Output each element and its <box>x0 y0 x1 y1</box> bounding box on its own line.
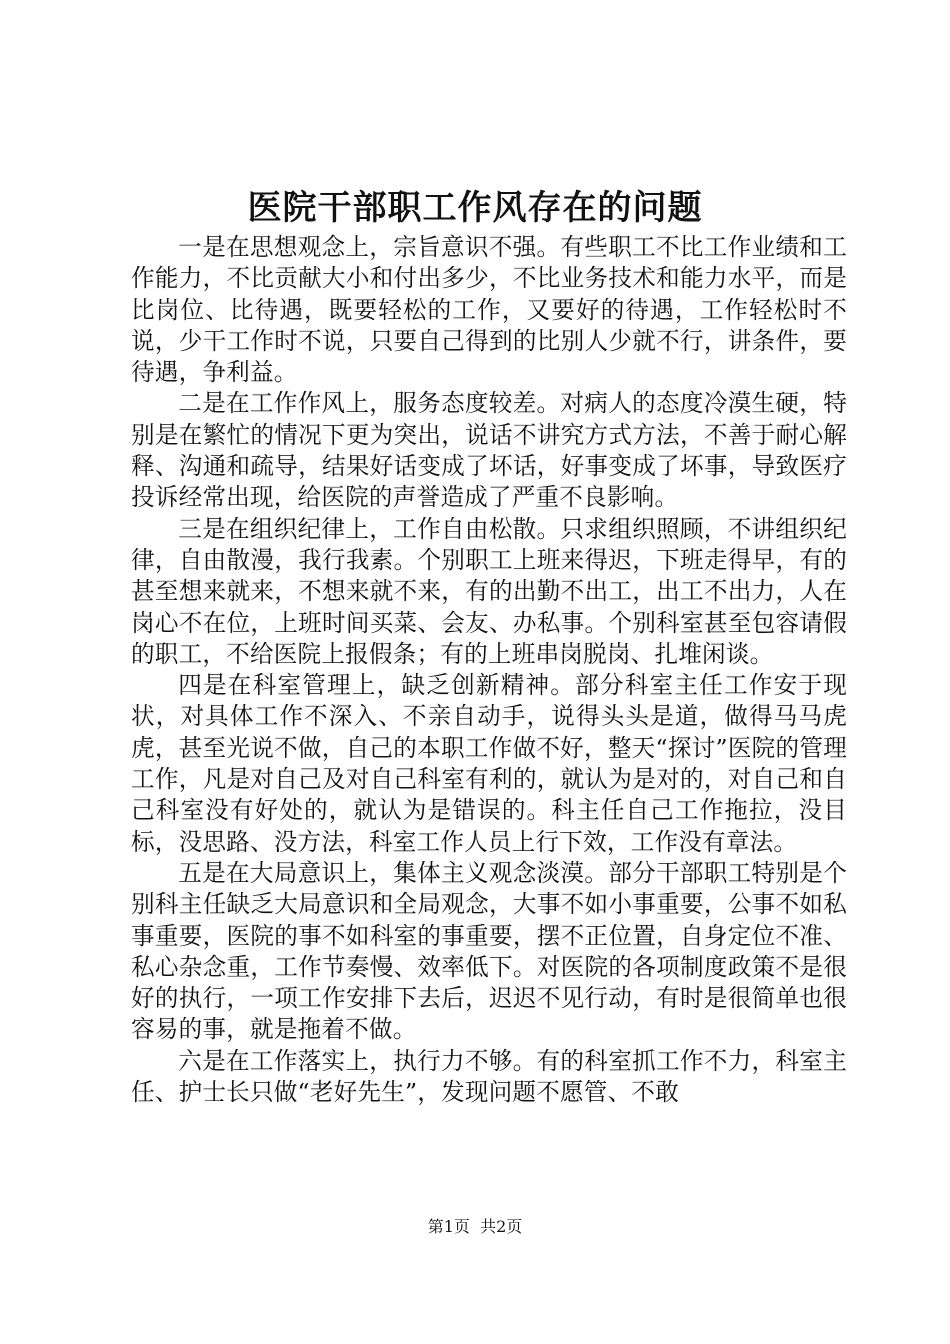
paragraph-5: 五是在大局意识上，集体主义观念淡漠。部分干部职工特别是个别科主任缺乏大局意识和全局观念，大事不如小事重要，公事不如私事重要，医院的事不如科室的事重要，摆不正位置，自身定位不准、私心杂念重，工作节奏慢、效率低下。对医院的各项制度政策不是很好的执行，一项工作安排下去后，迟迟不见行动，有时是很简单也很容易的事，就是拖着不做。 <box>131 858 847 1044</box>
paragraph-6: 六是在工作落实上，执行力不够。有的科室抓工作不力，科室主任、护士长只做“老好先生”，发现问题不愿管、不敢 <box>131 1046 847 1107</box>
paragraph-4: 四是在科室管理上，缺乏创新精神。部分科室主任工作安于现状，对具体工作不深入、不亲自动手，说得头头是道，做得马马虎虎，甚至光说不做，自己的本职工作做不好，整天“探讨”医院的管理工作，凡是对自己及对自己科室有利的，就认为是对的，对自己和自己科室没有好处的，就认为是错误的。科主任自己工作拖拉，没目标，没思路、没方法，科室工作人员上行下效，工作没有章法。 <box>131 671 847 856</box>
document-body <box>131 232 847 1108</box>
document-title: 医院干部职工作风存在的问题 <box>247 188 703 228</box>
page-number: 第1页 <box>427 1217 470 1236</box>
paragraph-1: 一是在思想观念上，宗旨意识不强。有些职工不比工作业绩和工作能力，不比贡献大小和付出多少，不比业务技术和能力水平，而是比岗位、比待遇，既要轻松的工作，又要好的待遇，工作轻松时不说，少干工作时不说，只要自己得到的比别人少就不行，讲条件，要待遇，争利益。 <box>131 233 847 387</box>
page-footer <box>0 1215 950 1239</box>
footer-separator <box>470 1217 480 1236</box>
paragraph-2: 二是在工作作风上，服务态度较差。对病人的态度冷漠生硬，特别是在繁忙的情况下更为突出，说话不讲究方式方法，不善于耐心解释、沟通和疏导，结果好话变成了坏话，好事变成了坏事，导致医疗投诉经常出现，给医院的声誉造成了严重不良影响。 <box>131 389 847 512</box>
page-total: 共2页 <box>480 1217 523 1236</box>
paragraph-3: 三是在组织纪律上，工作自由松散。只求组织照顾，不讲组织纪律，自由散漫，我行我素。个别职工上班来得迟，下班走得早，有的甚至想来就来，不想来就不来，有的出勤不出工，出工不出力，人在岗心不在位，上班时间买菜、会友、办私事。个别科室甚至包容请假的职工，不给医院上报假条；有的上班串岗脱岗、扎堆闲谈。 <box>131 514 847 668</box>
